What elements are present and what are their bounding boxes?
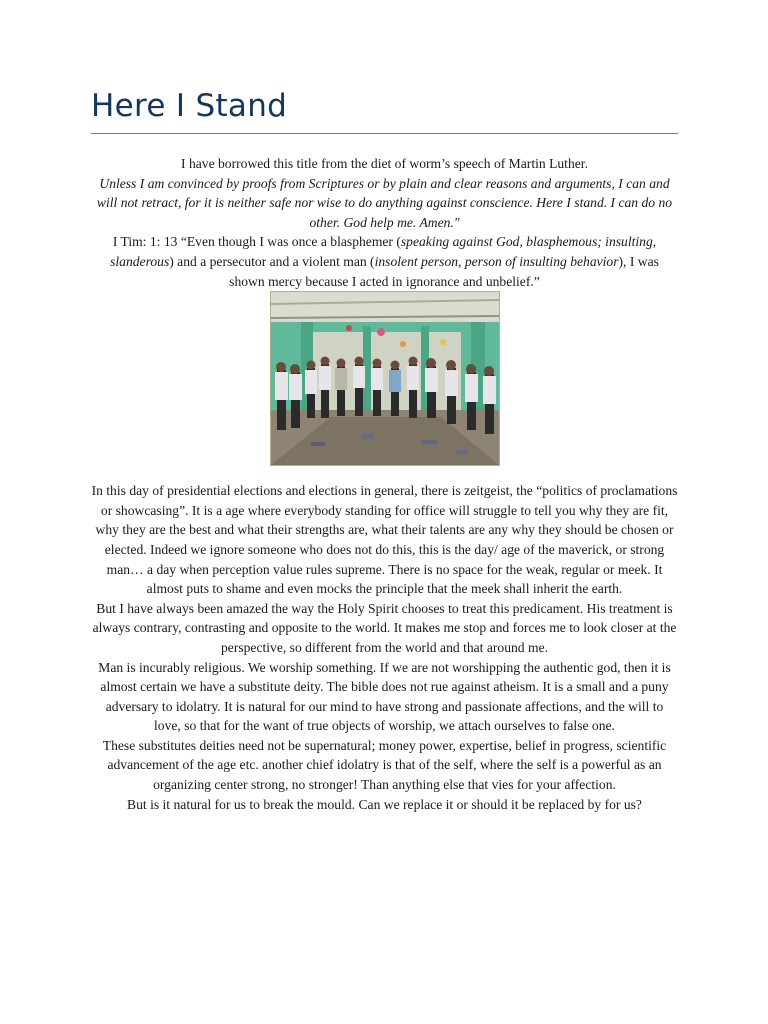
- prayer-circle-illustration: [271, 292, 499, 465]
- photo-container: [91, 292, 678, 465]
- verse-paragraph: [91, 232, 678, 291]
- verse-text-1: I Tim: 1: 13 “Even though I was once a blasphemer (: [112, 234, 401, 250]
- document-body: [91, 154, 678, 814]
- paragraph-politics: In this day of presidential elections and elections in general, there is zeitgeist, the “politics of proclamations or showcasing”. It is a age where everybody standing for office will struggle to tell you why they are fit, why they are the best and what their strengths are, what their talents are any why they should be chosen or elected. Indeed we ignore someone who does not do this, this is the day/ age of the maverick, or strong man… a day when perception value rules supreme. There is no space for the weak, regular or meek. It almost puts to shame and even mocks the principle that the meek shall inherit the earth.: [91, 483, 678, 597]
- luther-quote: [91, 174, 678, 233]
- luther-quote-text: Unless I am convinced by proofs from Scriptures or by plain and clear reasons and arguments, I can and will not retract, for it is neither safe nor wise to do anything against conscience. Here I stand. I can do no other. God help me. Amen.": [96, 175, 673, 230]
- prayer-circle-photo: [271, 292, 499, 465]
- intro-paragraph: I have borrowed this title from the diet of worm’s speech of Martin Luther.: [181, 156, 588, 171]
- paragraph-substitutes: These substitutes deities need not be supernatural; money power, expertise, belief in progress, scientific advancement of the age etc. another chief idolatry is that of the self, where the self is a powerful as an organizing center strong, no stronger! Than anything else that vies for your affection.: [102, 737, 667, 793]
- paragraph-religious: Man is incurably religious. We worship something. If we are not worshipping the authentic god, then it is almost certain we have a substitute deity. The bible does not rue against atheism. It is a small and a puny adversary to idolatry. It is natural for our mind to have strong and passionate affections, and the will to love, so that for the want of true objects of worship, we attach ourselves to false one.: [98, 659, 671, 734]
- page-title: Here I Stand: [91, 88, 288, 124]
- verse-italic-2: insolent person, person of insulting behavior: [374, 253, 619, 269]
- paragraph-mould: But is it natural for us to break the mould. Can we replace it or should it be replaced by for us?: [127, 796, 642, 812]
- verse-text-2: ) and a persecutor and a violent man (: [169, 253, 375, 269]
- title-divider: [91, 133, 678, 134]
- verse-italic-1: speaking against God, blasphemous; insulting, slanderous: [110, 234, 657, 269]
- paragraph-holy-spirit: But I have always been amazed the way the Holy Spirit chooses to treat this predicament. His treatment is always contrary, contrasting and opposite to the world. It makes me stop and forces me to look closer at the perspective, so different from the world and that around me.: [92, 600, 677, 655]
- verse-text-3: ), I was shown mercy because I acted in ignorance and unbelief.”: [229, 253, 659, 289]
